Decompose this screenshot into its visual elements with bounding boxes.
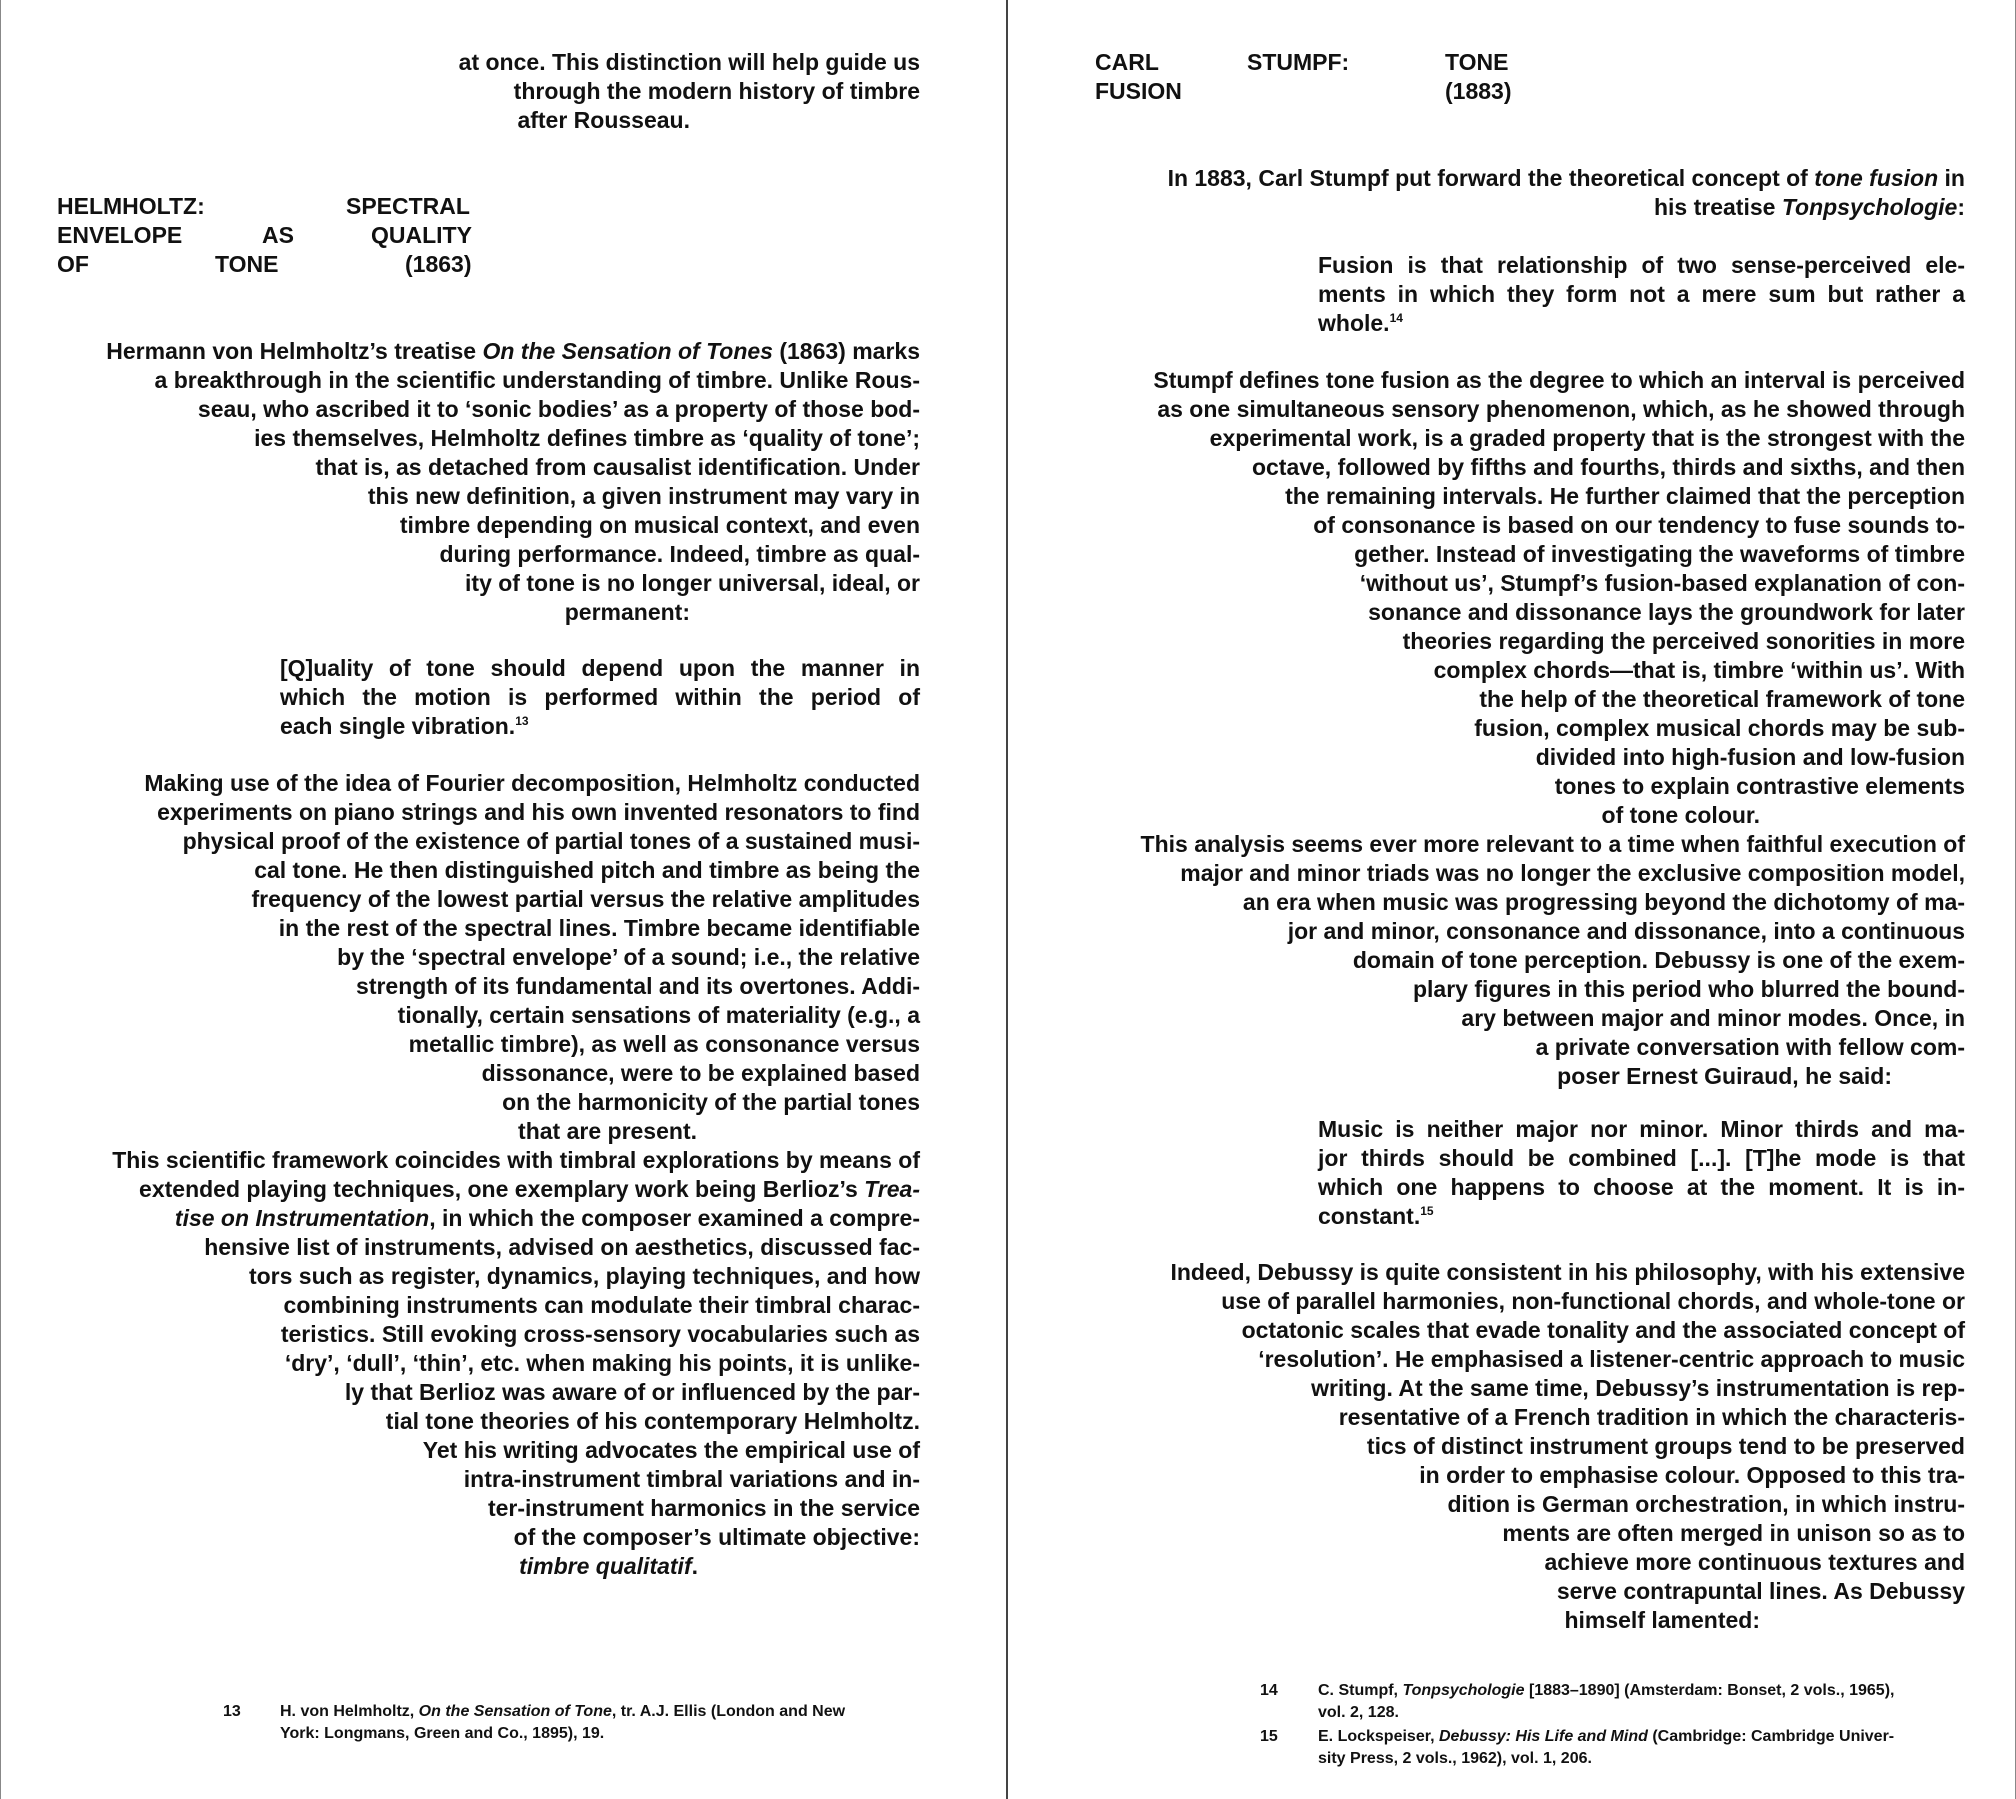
text-line: timbre depending on musical context, and even: [399, 512, 920, 538]
paragraph-helmholtz-intro: [57, 337, 920, 627]
text-line: divided into high-fusion and low-fusion: [1535, 744, 1965, 770]
text-line: this new definition, a given instrument may vary in: [367, 483, 920, 509]
paragraph-debussy-analysis: [1095, 830, 1965, 1091]
text-line: metallic timbre), as well as consonance versus: [408, 1031, 920, 1057]
text-line: physical proof of the existence of partial tones of a sustained musi-: [182, 828, 920, 854]
text-line: ter-instrument harmonics in the service: [487, 1495, 920, 1521]
heading-word: ENVELOPE: [57, 222, 183, 248]
text-line: theories regarding the perceived sonorities in more: [1402, 628, 1965, 654]
footnote-text: [1318, 1680, 1965, 1724]
text-line: an era when music was progressing beyond the dichotomy of ma-: [1242, 889, 1965, 915]
text-line: himself lamented:: [1564, 1607, 1760, 1633]
text-line: fusion, complex musical chords may be sub-: [1474, 715, 1965, 741]
text-line: which one happens to choose at the moment. It is in-: [1318, 1174, 1965, 1200]
text-line: ly that Berlioz was aware of or influenced by the par-: [344, 1379, 920, 1405]
text-line: strength of its fundamental and its overtones. Addi-: [356, 973, 920, 999]
text-line: intra-instrument timbral variations and in-: [463, 1466, 920, 1492]
text-line: tors such as register, dynamics, playing techniques, and how: [248, 1263, 920, 1289]
intro-paragraph: [300, 48, 920, 135]
text-line: dissonance, were to be explained based: [481, 1060, 920, 1086]
text-line: during performance. Indeed, timbre as qual-: [439, 541, 920, 567]
footnote-number: 14: [1260, 1682, 1278, 1699]
text-line: This analysis seems ever more relevant to a time when faithful execution of: [1140, 831, 1965, 857]
text-line: tones to explain contrastive elements: [1554, 773, 1965, 799]
text-line: ity of tone is no longer universal, ideal, or: [465, 570, 920, 596]
text-line: teristics. Still evoking cross-sensory vocabularies such as: [280, 1321, 920, 1347]
text-line: jor and minor, consonance and dissonance, into a continuous: [1287, 918, 1965, 944]
heading-word: STUMPF:: [1247, 49, 1350, 75]
text-line: timbre qualitatif.: [519, 1553, 698, 1579]
text-line: of consonance is based on our tendency to fuse sounds to-: [1313, 512, 1965, 538]
paragraph-stumpf-intro: [1095, 164, 1965, 222]
text-line: ‘without us’, Stumpf’s fusion-based explanation of con-: [1359, 570, 1965, 596]
heading-word: QUALITY: [371, 222, 472, 248]
text-line: York: Longmans, Green and Co., 1895), 19.: [280, 1725, 605, 1742]
text-line: seau, who ascribed it to ‘sonic bodies’ as a property of those bod-: [197, 396, 920, 422]
text-line: sonance and dissonance lays the groundwork for later: [1368, 599, 1965, 625]
text-line: a breakthrough in the scientific understanding of timbre. Unlike Rous-: [154, 367, 920, 393]
text-line: as one simultaneous sensory phenomenon, which, as he showed through: [1157, 396, 1965, 422]
text-line: Indeed, Debussy is quite consistent in his philosophy, with his extensive: [1170, 1259, 1965, 1285]
text-line: In 1883, Carl Stumpf put forward the theoretical concept of tone fusion in: [1167, 165, 1965, 191]
heading-word: SPECTRAL: [346, 193, 470, 219]
text-line: E. Lockspeiser, Debussy: His Life and Mind (Cambridge: Cambridge Univer-: [1318, 1728, 1895, 1745]
text-line: ‘resolution’. He emphasised a listener-centric approach to music: [1258, 1346, 1965, 1372]
text-line: Yet his writing advocates the empirical use of: [422, 1437, 920, 1463]
text-line: dition is German orchestration, in which instru-: [1447, 1491, 1965, 1517]
right-page: [1008, 0, 2016, 1799]
footnote-text: [1318, 1726, 1965, 1770]
text-line: sity Press, 2 vols., 1962), vol. 1, 206.: [1318, 1750, 1592, 1767]
text-line: H. von Helmholtz, On the Sensation of Tone, tr. A.J. Ellis (London and New: [280, 1703, 846, 1720]
text-line: which the motion is performed within the period of: [280, 684, 920, 710]
heading-word: CARL: [1095, 49, 1159, 75]
text-line: Fusion is that relationship of two sense-perceived ele-: [1318, 252, 1965, 278]
text-line: constant.$^{15}$: [1318, 1203, 1434, 1229]
heading-word: (1883): [1445, 78, 1512, 104]
footnote-13: [223, 1701, 923, 1747]
text-line: on the harmonicity of the partial tones: [502, 1089, 920, 1115]
text-line: tial tone theories of his contemporary Helmholtz.: [385, 1408, 920, 1434]
text-line: of tone colour.: [1601, 802, 1760, 828]
text-line: ‘dry’, ‘dull’, ‘thin’, etc. when making his points, it is unlike-: [284, 1350, 920, 1376]
text-line: Making use of the idea of Fourier decomposition, Helmholtz conducted: [144, 770, 920, 796]
text-line: ies themselves, Helmholtz defines timbre as ‘quality of tone’;: [254, 425, 920, 451]
footnote-15: [1260, 1726, 1965, 1772]
text-line: plary figures in this period who blurred the bound-: [1412, 976, 1965, 1002]
text-line: resentative of a French tradition in which the characteris-: [1338, 1404, 1965, 1430]
text-line: that is, as detached from causalist identification. Under: [315, 454, 920, 480]
text-line: of the composer’s ultimate objective:: [513, 1524, 920, 1550]
text-line: tise on Instrumentation, in which the composer examined a compre-: [174, 1205, 920, 1231]
text-line: Hermann von Helmholtz’s treatise On the Sensation of Tones (1863) marks: [106, 338, 920, 364]
text-line: ary between major and minor modes. Once, in: [1461, 1005, 1965, 1031]
text-line: ments in which they form not a mere sum but rather a: [1318, 281, 1965, 307]
text-line: Stumpf defines tone fusion as the degree to which an interval is perceived: [1153, 367, 1965, 393]
heading-word: AS: [262, 222, 294, 248]
text-line: poser Ernest Guiraud, he said:: [1557, 1063, 1892, 1089]
text-line: in order to emphasise colour. Opposed to this tra-: [1419, 1462, 1965, 1488]
text-line: gether. Instead of investigating the waveforms of timbre: [1354, 541, 1965, 567]
text-line: achieve more continuous textures and: [1544, 1549, 1965, 1575]
text-line: domain of tone perception. Debussy is one of the exem-: [1352, 947, 1965, 973]
text-line: tionally, certain sensations of materiality (e.g., a: [397, 1002, 920, 1028]
footnote-number: 13: [223, 1703, 241, 1720]
text-line: each single vibration.$^{13}$: [280, 713, 529, 739]
text-line: This scientific framework coincides with timbral explorations by means of: [112, 1147, 920, 1173]
text-line: combining instruments can modulate their timbral charac-: [283, 1292, 920, 1318]
text-line: complex chords—that is, timbre ‘within us’. With: [1433, 657, 1965, 683]
text-line: that are present.: [518, 1118, 697, 1144]
footnote-text: [280, 1701, 923, 1745]
text-line: whole.$^{14}$: [1318, 310, 1403, 336]
text-line: use of parallel harmonies, non-functional chords, and whole-tone or: [1221, 1288, 1965, 1314]
heading-word: FUSION: [1095, 78, 1182, 104]
text-line: experiments on piano strings and his own invented resonators to find: [157, 799, 920, 825]
footnote-number: 15: [1260, 1728, 1278, 1745]
text-line: writing. At the same time, Debussy’s instrumentation is rep-: [1311, 1375, 1965, 1401]
heading-word: HELMHOLTZ:: [57, 193, 205, 219]
text-line: serve contrapuntal lines. As Debussy: [1556, 1578, 1965, 1604]
text-line: major and minor triads was no longer the exclusive composition model,: [1180, 860, 1965, 886]
text-line: hensive list of instruments, advised on aesthetics, discussed fac-: [204, 1234, 920, 1260]
block-quote-helmholtz: [280, 654, 920, 741]
heading-word: TONE: [215, 251, 279, 277]
text-line: ments are often merged in unison so as to: [1502, 1520, 1965, 1546]
paragraph-debussy-philosophy: [1095, 1258, 1965, 1635]
block-quote-stumpf: [1318, 251, 1965, 338]
text-line: jor thirds should be combined [...]. [T]he mode is that: [1318, 1145, 1965, 1171]
text-line: at once. This distinction will help guide us: [458, 49, 920, 75]
text-line: C. Stumpf, Tonpsychologie [1883–1890] (Amsterdam: Bonset, 2 vols., 1965),: [1318, 1682, 1895, 1699]
text-line: cal tone. He then distinguished pitch and timbre as being the: [254, 857, 920, 883]
heading-word: TONE: [1445, 49, 1509, 75]
text-line: octave, followed by fifths and fourths, thirds and sixths, and then: [1251, 454, 1965, 480]
text-line: in the rest of the spectral lines. Timbre became identifiable: [278, 915, 920, 941]
text-line: the help of the theoretical framework of tone: [1479, 686, 1965, 712]
paragraph-tone-fusion: [1095, 366, 1965, 830]
block-quote-debussy: [1318, 1115, 1965, 1231]
text-line: the remaining intervals. He further claimed that the perception: [1285, 483, 1965, 509]
heading-word: (1863): [405, 251, 472, 277]
left-page: [0, 0, 1007, 1799]
text-line: frequency of the lowest partial versus the relative amplitudes: [251, 886, 920, 912]
text-line: vol. 2, 128.: [1318, 1704, 1399, 1721]
text-line: tics of distinct instrument groups tend to be preserved: [1366, 1433, 1965, 1459]
paragraph-berlioz: [57, 1146, 920, 1581]
text-line: extended playing techniques, one exemplary work being Berlioz’s Trea-: [139, 1176, 920, 1202]
text-line: octatonic scales that evade tonality and the associated concept of: [1241, 1317, 1965, 1343]
text-line: through the modern history of timbre: [513, 78, 920, 104]
paragraph-fourier: [57, 769, 920, 1146]
footnote-ref[interactable]: 15: [1420, 1204, 1434, 1218]
footnote-ref[interactable]: 14: [1389, 311, 1403, 325]
heading-word: OF: [57, 251, 89, 277]
text-line: experimental work, is a graded property that is the strongest with the: [1209, 425, 1965, 451]
text-line: by the ‘spectral envelope’ of a sound; i.e., the relative: [337, 944, 920, 970]
footnote-ref[interactable]: 13: [515, 714, 529, 728]
text-line: a private conversation with fellow com-: [1535, 1034, 1965, 1060]
text-line: [Q]uality of tone should depend upon the manner in: [280, 655, 920, 681]
text-line: permanent:: [564, 599, 690, 625]
text-line: Music is neither major nor minor. Minor thirds and ma-: [1318, 1116, 1965, 1142]
text-line: after Rousseau.: [517, 107, 690, 133]
footnote-14: [1260, 1680, 1965, 1726]
text-line: his treatise Tonpsychologie:: [1653, 194, 1965, 220]
